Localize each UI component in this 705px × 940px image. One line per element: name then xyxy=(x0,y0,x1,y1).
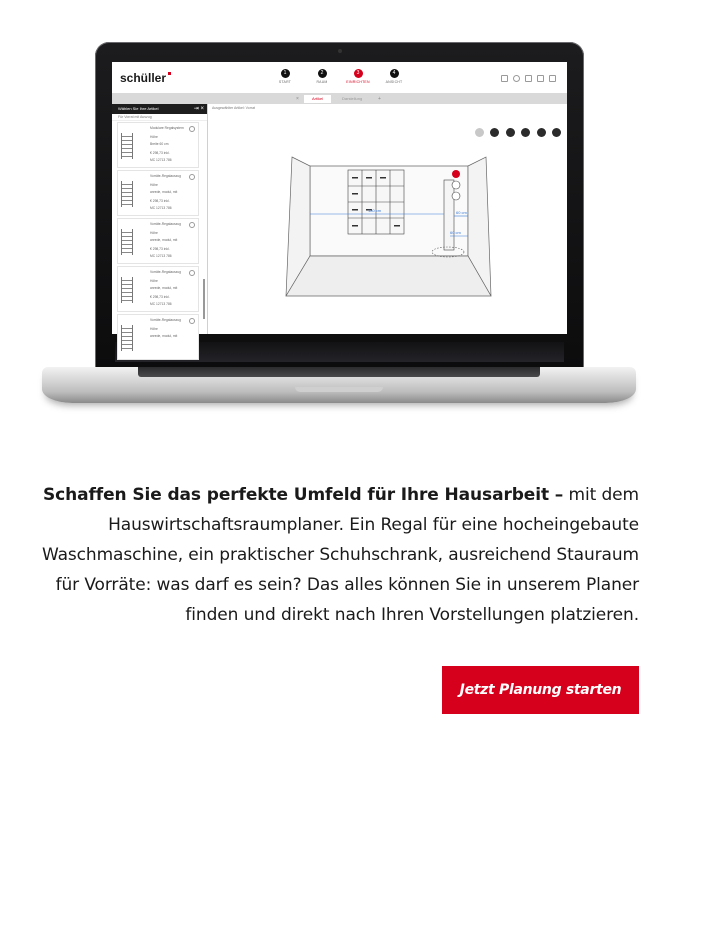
room-viewport[interactable] xyxy=(208,104,567,334)
laptop-screen xyxy=(112,62,567,338)
card-name: Vorräte-Regalauszug xyxy=(150,222,181,226)
info-icon[interactable] xyxy=(189,318,195,324)
card-detail: anrede, modul, mit xyxy=(150,238,178,242)
card-price: € 298,73 inkl. xyxy=(150,247,170,251)
sidebar-filter[interactable]: Für Vorrat mit Auszug xyxy=(112,114,207,121)
shelf-thumbnail xyxy=(121,181,133,207)
camera-view-icon[interactable] xyxy=(506,128,515,137)
article-card[interactable] xyxy=(117,266,199,312)
folder-icon[interactable] xyxy=(525,75,532,82)
step-number: 2 xyxy=(318,69,327,78)
step-einrichten[interactable] xyxy=(340,69,376,84)
card-height: Höhe xyxy=(150,327,158,331)
article-sidebar xyxy=(112,104,208,338)
step-number: 4 xyxy=(390,69,399,78)
intro-body: mit dem Hauswirtschaftsraumplaner. Ein Regal für eine hocheingebaute Waschmaschine, ein praktischer Schuhschrank, ausreichend Stauraum für Vorräte: was darf es sein? Das alles können Sie in unserem Planer finden und direkt nach Ihren Vorstellungen platzieren. xyxy=(41,485,639,625)
card-detail: anrede, modul, mit xyxy=(150,190,178,194)
step-number: 1 xyxy=(281,69,290,78)
card-sku: MC 12713 786 xyxy=(150,158,172,162)
card-height: Höhe xyxy=(150,183,158,187)
shelf-thumbnail xyxy=(121,229,133,255)
dimension-side: 60 cm xyxy=(456,210,467,215)
menu-icon[interactable] xyxy=(549,75,556,82)
card-detail: Breite 60 cm xyxy=(150,142,169,146)
info-icon[interactable] xyxy=(189,126,195,132)
collapse-icon[interactable]: ⇥ × xyxy=(193,106,204,112)
step-label: ANSICHT xyxy=(385,80,403,84)
zoom-icon[interactable] xyxy=(537,128,546,137)
dimension-depth: 60 cm xyxy=(450,230,461,235)
step-label: EINRICHTEN xyxy=(346,80,370,84)
card-name: Modulare Regalsystem xyxy=(150,126,184,130)
save-icon[interactable] xyxy=(501,75,508,82)
laptop-base xyxy=(42,367,636,403)
view-3d-icon[interactable] xyxy=(490,128,499,137)
room-3d-scene[interactable] xyxy=(278,156,498,316)
card-sku: MC 12713 786 xyxy=(150,254,172,258)
laptop-notch xyxy=(295,387,383,392)
step-raum[interactable] xyxy=(304,69,340,84)
article-card[interactable] xyxy=(117,170,199,216)
info-icon[interactable] xyxy=(189,222,195,228)
start-planning-button[interactable]: Jetzt Planung starten xyxy=(442,666,639,714)
info-icon[interactable] xyxy=(189,270,195,276)
sidebar-header xyxy=(112,104,207,114)
step-label: RAUM xyxy=(316,80,328,84)
app-header xyxy=(112,62,567,94)
card-name: Vorräte-Regalauszug xyxy=(150,270,181,274)
card-price: € 298,73 inkl. xyxy=(150,295,170,299)
step-ansicht[interactable] xyxy=(376,69,412,84)
card-name: Vorräte-Regalauszug xyxy=(150,174,181,178)
tab-bar xyxy=(112,93,567,104)
tab-artikel[interactable]: Artikel xyxy=(304,95,331,103)
logo-dot xyxy=(168,72,171,75)
sidebar-title: Wählen Sie Ihre Artikel xyxy=(118,106,159,111)
card-detail: anrede, modul, mit xyxy=(150,334,178,338)
card-sku: MC 12713 786 xyxy=(150,206,172,210)
info-icon[interactable] xyxy=(189,174,195,180)
measure-icon[interactable] xyxy=(521,128,530,137)
user-icon[interactable] xyxy=(537,75,544,82)
shelf-thumbnail xyxy=(121,325,133,351)
shelf-unit xyxy=(444,180,454,250)
shelf-thumbnail xyxy=(121,277,133,303)
step-start[interactable] xyxy=(267,69,303,84)
article-card[interactable] xyxy=(117,122,199,168)
view-toolbar xyxy=(473,124,561,142)
intro-text xyxy=(20,480,639,630)
card-height: Höhe xyxy=(150,135,158,139)
camera-icon xyxy=(338,49,342,53)
step-label: START xyxy=(278,80,292,84)
undo-icon[interactable] xyxy=(475,128,484,137)
tab-darstellung[interactable]: Darstellung xyxy=(342,96,363,101)
sidebar-scrollbar[interactable] xyxy=(203,279,205,319)
step-number: 3 xyxy=(354,69,363,78)
selected-article: Ausgewählter Artikel: Vorrat xyxy=(212,106,255,110)
card-height: Höhe xyxy=(150,279,158,283)
laptop-hinge xyxy=(138,367,540,377)
article-card[interactable] xyxy=(117,218,199,264)
add-tab-icon[interactable]: + xyxy=(378,96,381,102)
fullscreen-icon[interactable] xyxy=(552,128,561,137)
dimension-width: 180 cm xyxy=(368,208,382,213)
card-detail: anrede, modul, mit xyxy=(150,286,178,290)
brand-logo: schüller xyxy=(120,71,167,85)
card-sku: MC 12713 786 xyxy=(150,302,172,306)
article-card[interactable] xyxy=(117,314,199,360)
help-icon[interactable] xyxy=(513,75,520,82)
card-price: € 298,73 inkl. xyxy=(150,151,170,155)
close-icon[interactable]: × xyxy=(296,96,299,102)
intro-bold: Schaffen Sie das perfekte Umfeld für Ihre Hausarbeit – xyxy=(43,485,564,505)
card-price: € 298,73 inkl. xyxy=(150,199,170,203)
card-name: Vorräte-Regalauszug xyxy=(150,318,181,322)
card-height: Höhe xyxy=(150,231,158,235)
shelf-thumbnail xyxy=(121,133,133,159)
